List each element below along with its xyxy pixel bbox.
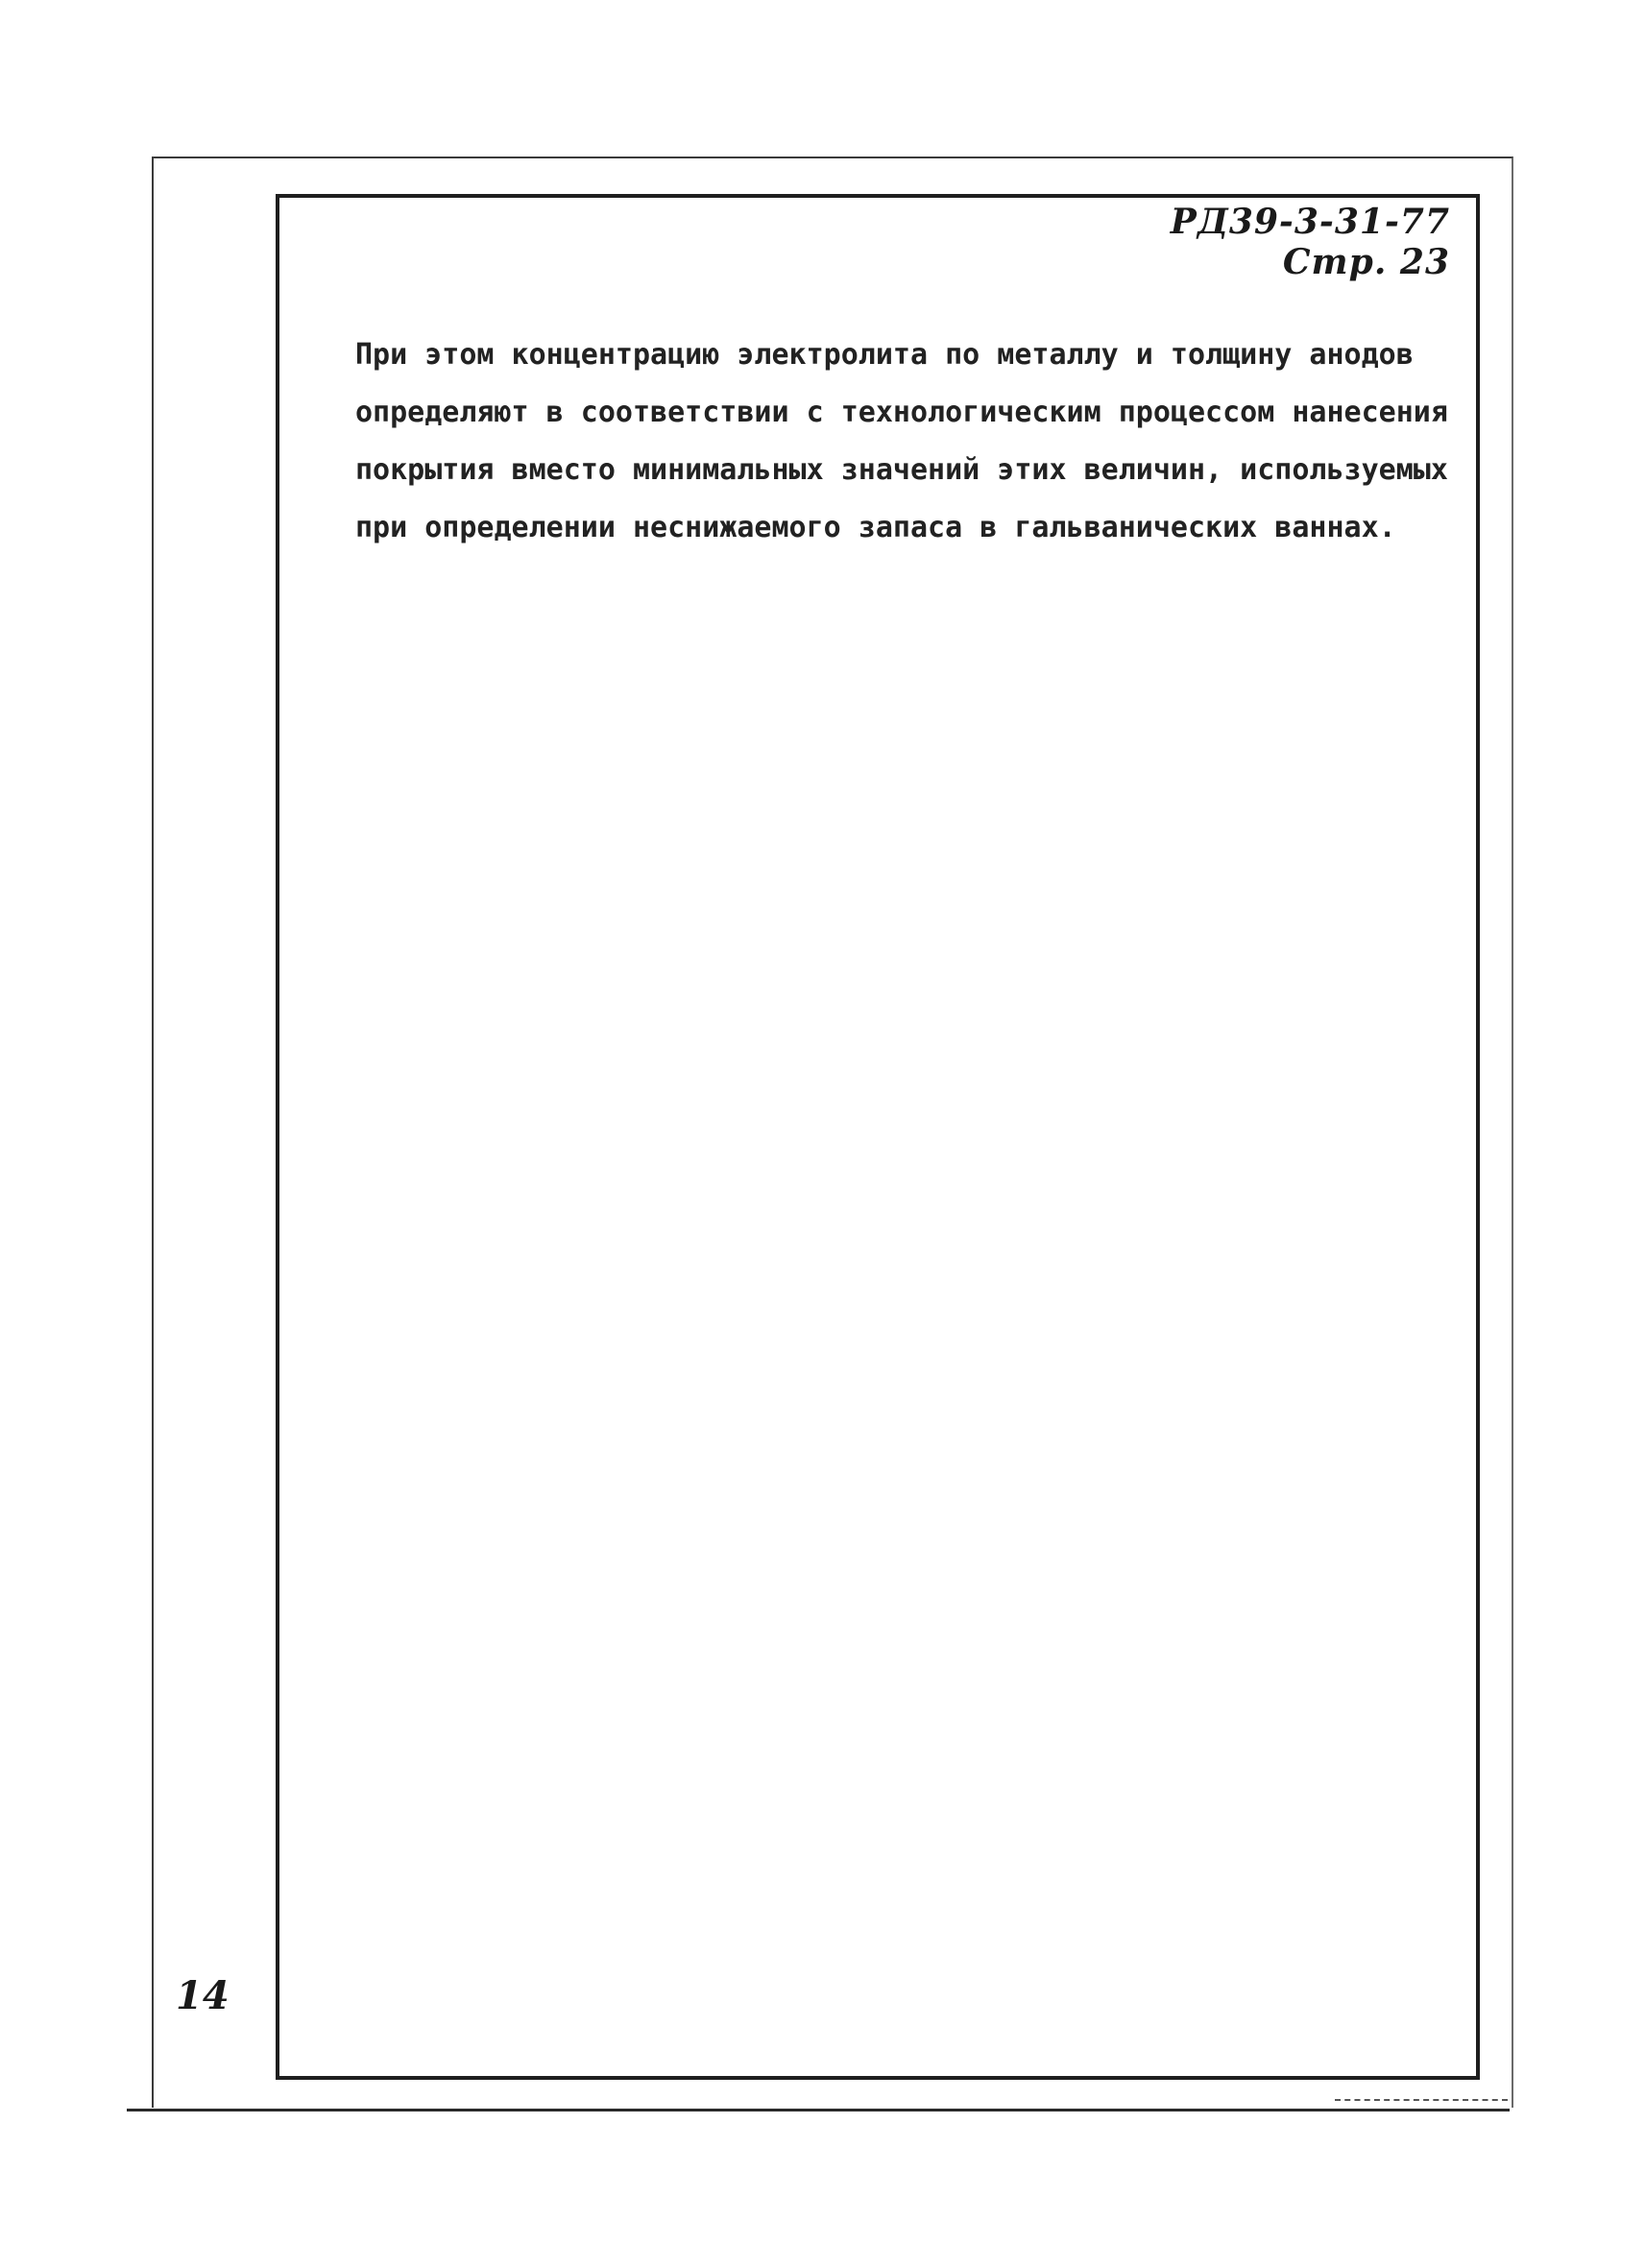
document-code-header: РД39-3-31-77 Стр. 23 [1170,202,1450,282]
bottom-rule-tail [1335,2099,1508,2101]
body-paragraph [355,326,1460,557]
body-line: При этом концентрацию электролита по металлу и толщину анодов [355,338,1414,372]
bottom-rule [127,2109,1510,2111]
body-line: при определении неснижаемого запаса в гальванических ваннах. [355,511,1396,544]
body-line: определяют в соответствии с технологическим процессом нанесения [355,396,1448,429]
sheet-number: 14 [176,1973,230,2018]
body-line: покрытия вместо минимальных значений этих величин, используемых [355,453,1448,487]
